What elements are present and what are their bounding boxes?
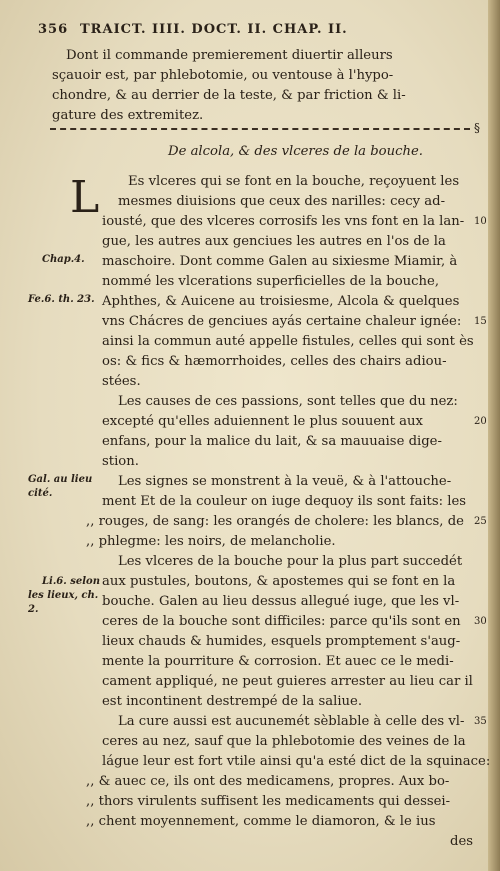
text-line: mente la pourriture & corrosion. Et auec ce le medi-: [102, 654, 454, 669]
text-line: enfans, pour la malice du lait, & sa mauuaise dige-: [102, 434, 442, 449]
text-line: stion.: [102, 454, 139, 469]
text-line: cament appliqué, ne peut guieres arrester au lieu car il: [102, 674, 473, 689]
margin-note: Chap.4.: [42, 254, 85, 265]
text-line: bouche. Galen au lieu dessus allegué iuge, que les vl-: [102, 594, 460, 609]
line-number: 30: [474, 616, 487, 627]
text-line: maschoire. Dont comme Galen au sixiesme Miamir, à: [102, 254, 458, 269]
running-title: TRAICT. IIII. DOCT. II. CHAP. II.: [80, 22, 348, 37]
page-header: [38, 22, 478, 42]
text-line: excepté qu'elles aduiennent le plus souuent aux: [102, 414, 423, 429]
text-line: Es vlceres qui se font en la bouche, reçoyuent les: [128, 174, 460, 189]
text-line: Les causes de ces passions, sont telles que du nez:: [118, 394, 458, 409]
text-line: lágue leur est fort vtile ainsi qu'a esté dict de la squinace:: [102, 754, 491, 769]
text-line: gature des extremitez.: [52, 108, 204, 123]
text-line: Les vlceres de la bouche pour la plus part succedét: [118, 554, 463, 569]
margin-note: Gal. au lieu: [28, 474, 93, 485]
margin-note: Li.6. selon: [42, 576, 100, 587]
text-line: est incontinent destrempé de la saliue.: [102, 694, 363, 709]
text-line: gue, les autres aux genciues les autres en l'os de la: [102, 234, 446, 249]
page-number: 356: [38, 22, 69, 37]
text-line: vns Chácres de genciues ayás certaine chaleur ignée:: [102, 314, 462, 329]
line-number: 35: [474, 716, 487, 727]
text-line: ment Et de la couleur on iuge dequoy ils sont faits: les: [102, 494, 467, 509]
text-line: ceres au nez, sauf que la phlebotomie des veines de la: [102, 734, 466, 749]
margin-note: cité.: [28, 488, 53, 499]
text-line: iousté, que des vlceres corrosifs les vns font en la lan-: [102, 214, 465, 229]
margin-note: 2.: [28, 604, 39, 615]
text-line: aux pustules, boutons, & apostemes qui se font en la: [102, 574, 456, 589]
text-line: lieux chauds & humides, esquels promptement s'aug-: [102, 634, 461, 649]
text-line: ceres de la bouche sont difficiles: parce qu'ils sont en: [102, 614, 461, 629]
drop-cap: L: [70, 172, 100, 223]
line-number: 15: [474, 316, 487, 327]
section-title: De alcola, & des vlceres de la bouche.: [168, 144, 423, 159]
margin-note: les lieux, ch.: [28, 590, 99, 601]
text-line: ,, rouges, de sang: les orangés de cholere: les blancs, de: [86, 514, 464, 529]
line-number: 20: [474, 416, 487, 427]
text-line: ainsi la commun auté appelle fistules, celles qui sont ès: [102, 334, 474, 349]
text-line: sçauoir est, par phlebotomie, ou ventouse à l'hypo-: [52, 68, 394, 83]
divider-mark: §: [474, 121, 480, 135]
text-line: Les signes se monstrent à la veuë, & à l'attouche-: [118, 474, 452, 489]
text-line: chondre, & au derrier de la teste, & par friction & li-: [52, 88, 406, 103]
text-line: mesmes diuisions que ceux des narilles: cecy ad-: [118, 194, 446, 209]
text-line: Aphthes, & Auicene au troisiesme, Alcola & quelques: [102, 294, 460, 309]
text-line: os: & fics & hæmorrhoides, celles des chairs adiou-: [102, 354, 447, 369]
text-line: ,, phlegme: les noirs, de melancholie.: [86, 534, 336, 549]
text-line: ,, thors virulents suffisent les medicaments qui dessei-: [86, 794, 451, 809]
book-gutter-shadow: [488, 0, 500, 871]
text-line: La cure aussi est aucunemét sèblable à celle des vl-: [118, 714, 465, 729]
line-number: 10: [474, 216, 487, 227]
text-line: nommé les vlcerations superficielles de la bouche,: [102, 274, 440, 289]
margin-note: Fe.6. th. 23.: [28, 294, 95, 305]
text-line: stées.: [102, 374, 141, 389]
text-line: ,, chent moyennement, comme le diamoron, & le ius: [86, 814, 436, 829]
section-divider: [50, 128, 470, 130]
text-line: ,, & auec ce, ils ont des medicamens, propres. Aux bo-: [86, 774, 450, 789]
catchword: des: [450, 834, 474, 849]
line-number: 25: [474, 516, 487, 527]
text-line: Dont il commande premierement diuertir alleurs: [66, 48, 393, 63]
